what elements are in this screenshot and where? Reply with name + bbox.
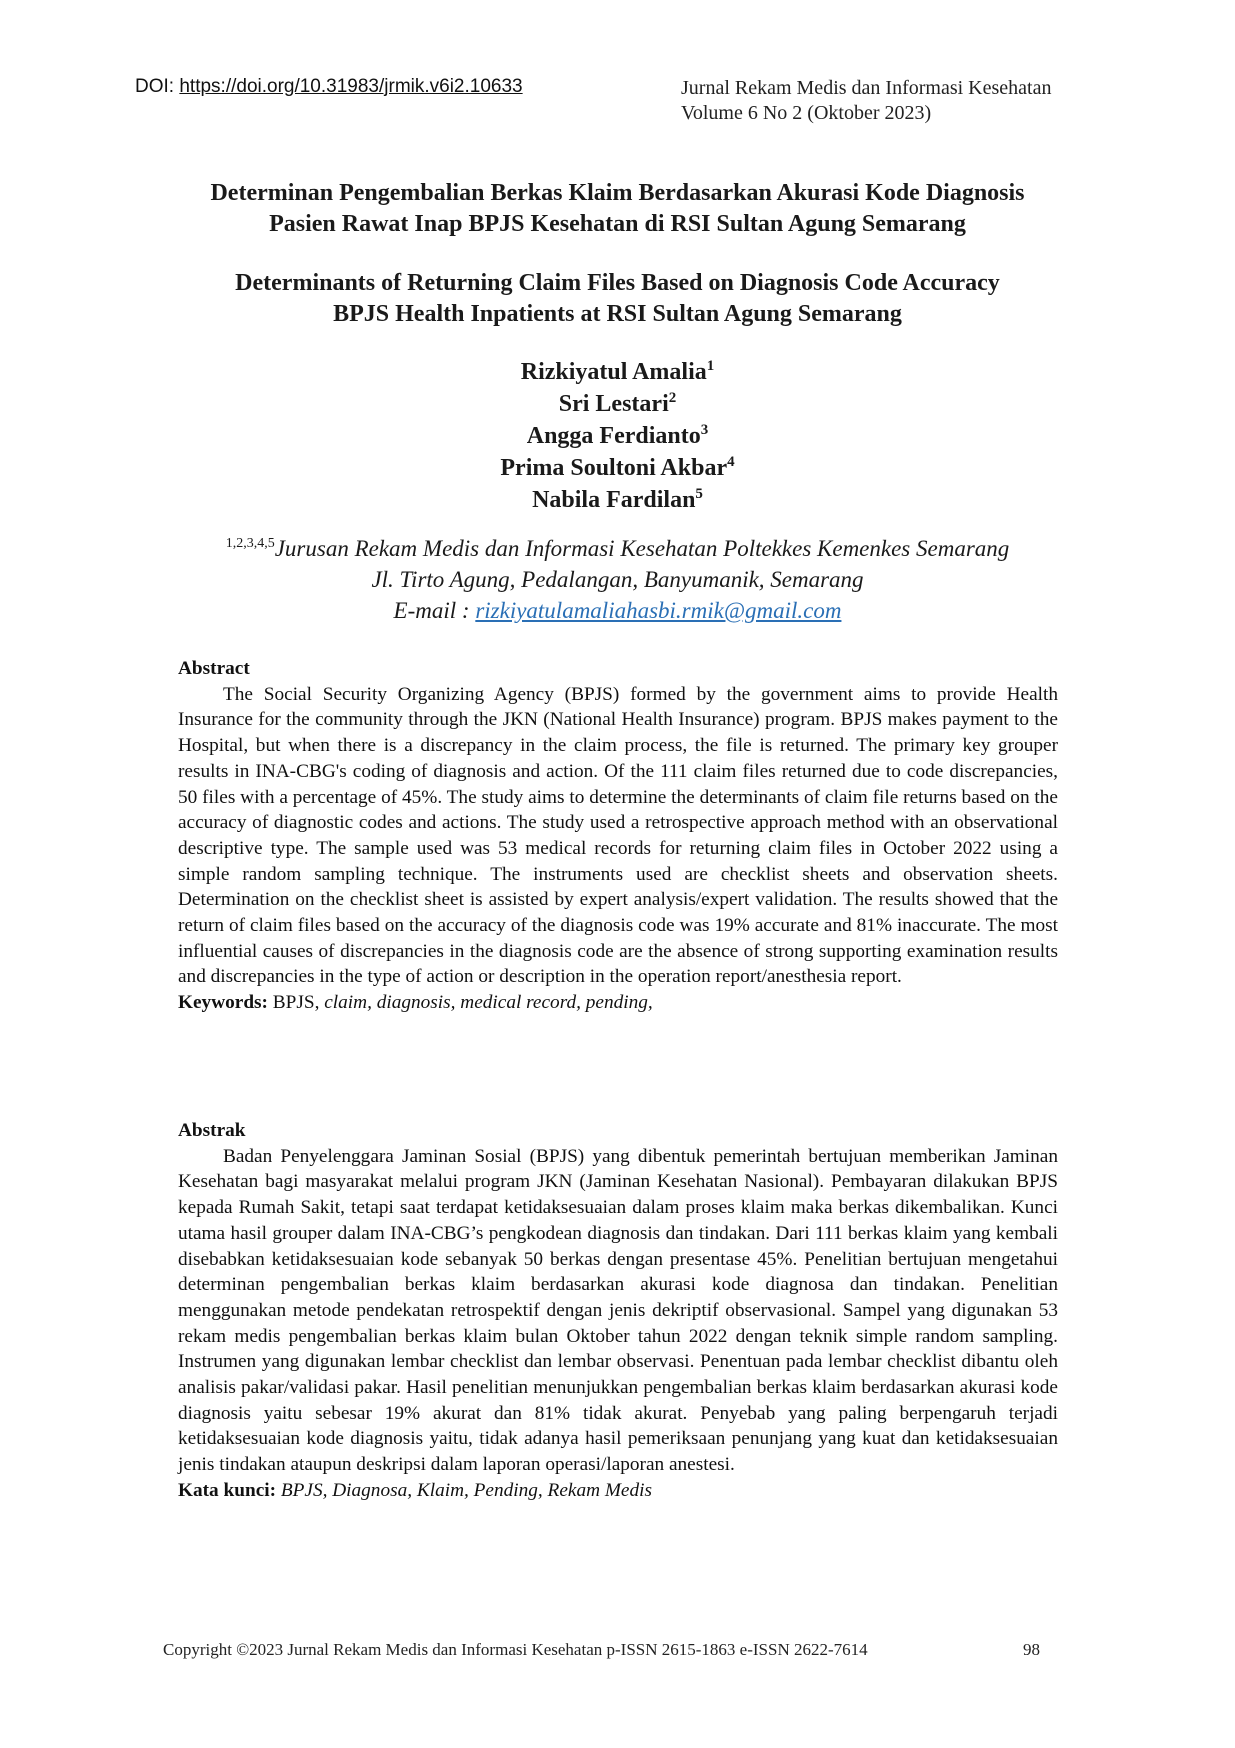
kata-kunci-line: Kata kunci: BPJS, Diagnosa, Klaim, Pending, Rekam Medis <box>178 1479 652 1501</box>
abstract-body: The Social Security Organizing Agency (BPJS) formed by the government aims to provide Health Insurance for the community through the JKN (National Health Insurance) program. BPJS makes payment to the Hospital, but when there is a discrepancy in the claim process, the file is returned. The primary key grouper results in INA-CBG's coding of diagnosis and action. Of the 111 claim files returned due to code discrepancies, 50 files with a percentage of 45%. The study aims to determine the determinants of claim file returns based on the accuracy of diagnostic codes and actions. The study used a retrospective approach method with an observational descriptive type. The sample used was 53 medical records for returning claim files in October 2022 using a simple random sampling technique. The instruments used are checklist sheets and observation sheets. Determination on the checklist sheet is assisted by expert analysis/expert validation. The results showed that the return of claim files based on the accuracy of the diagnosis code was 19% accurate and 81% inaccurate. The most influential causes of discrepancies in the diagnosis code are the absence of strong supporting examination results and discrepancies in the type of action or description in the operation report/anesthesia report. <box>178 683 1058 988</box>
affiliation-sup: 1,2,3,4,5 <box>225 536 275 551</box>
authors-block <box>0 356 1235 516</box>
abstrak-heading: Abstrak <box>178 1120 246 1141</box>
affiliation-email: E-mail : rizkiyatulamaliahasbi.rmik@gmail.com <box>393 598 842 623</box>
doi-link[interactable]: https://doi.org/10.31983/jrmik.v6i2.10633 <box>179 76 523 97</box>
title-english <box>0 268 1235 330</box>
journal-name: Jurnal Rekam Medis dan Informasi Kesehatan <box>681 77 1052 99</box>
title-id-line1: Determinan Pengembalian Berkas Klaim Berdasarkan Akurasi Kode Diagnosis <box>210 180 1025 206</box>
journal-header <box>681 76 1051 126</box>
author: Prima Soultoni Akbar$^4$ <box>500 454 735 481</box>
abstract-indonesian <box>178 1118 1058 1504</box>
titles-block <box>0 178 1235 330</box>
copyright-text: Copyright ©2023 Jurnal Rekam Medis dan Informasi Kesehatan p-ISSN 2615-1863 e-ISSN 2622-7614 <box>163 1640 868 1659</box>
email-link[interactable]: rizkiyatulamaliahasbi.rmik@gmail.com <box>475 598 842 623</box>
keywords-line: Keywords: BPJS, claim, diagnosis, medical record, pending, <box>178 992 653 1014</box>
author: Rizkiyatul Amalia$^1$ <box>520 358 715 385</box>
title-indonesian <box>0 178 1235 240</box>
abstract-heading: Abstract <box>178 658 250 679</box>
author: Nabila Fardilan$^5$ <box>532 486 703 513</box>
title-en-line1: Determinants of Returning Claim Files Based on Diagnosis Code Accuracy <box>235 270 1000 296</box>
author: Angga Ferdianto$^3$ <box>526 422 709 449</box>
affiliation-line2: Jl. Tirto Agung, Pedalangan, Banyumanik, Semarang <box>371 567 864 592</box>
affiliation-block <box>0 533 1235 626</box>
doi-label: DOI: <box>135 76 180 97</box>
page-number: 98 <box>1023 1640 1040 1659</box>
abstract-english <box>178 656 1058 1016</box>
doi-line <box>135 76 523 98</box>
title-id-line2: Pasien Rawat Inap BPJS Kesehatan di RSI Sultan Agung Semarang <box>269 211 966 237</box>
journal-volume: Volume 6 No 2 (Oktober 2023) <box>681 102 932 124</box>
abstrak-body: Badan Penyelenggara Jaminan Sosial (BPJS) yang dibentuk pemerintah bertujuan memberikan Jaminan Kesehatan bagi masyarakat melalui program JKN (Jaminan Kesehatan Nasional). Pembayaran dilakukan BPJS kepada Rumah Sakit, tetapi saat terdapat ketidaksesuaian dalam proses klaim maka berkas dikembalikan. Kunci utama hasil grouper dalam INA-CBG’s pengkodean diagnosis dan tindakan. Dari 111 berkas klaim yang kembali disebabkan ketidaksesuaian kode sebanyak 50 berkas dengan presentase 45%. Penelitian bertujuan mengetahui determinan pengembalian berkas klaim berdasarkan akurasi kode diagnosa dan tindakan. Penelitian menggunakan metode pendekatan retrospektif dengan jenis dekriptif observasional. Sampel yang digunakan 53 rekam medis pengembalian berkas klaim bulan Oktober tahun 2022 dengan teknik simple random sampling. Instrumen yang digunakan lembar checklist dan lembar observasi. Penentuan pada lembar checklist dibantu oleh analisis pakar/validasi pakar. Hasil penelitian menunjukkan pengembalian berkas klaim berdasarkan akurasi kode diagnosis yaitu sebesar 19% akurat dan 81% tidak akurat. Penyebab yang paling berpengaruh terjadi ketidaksesuaian kode diagnosis yaitu, tidak adanya hasil pemeriksaan penunjang yang kuat dan ketidaksesuaian jenis tindakan ataupun deskripsi dalam laporan operasi/laporan anestesi. <box>178 1145 1058 1476</box>
title-en-line2: BPJS Health Inpatients at RSI Sultan Agung Semarang <box>333 301 902 327</box>
affiliation-line1: $^{1,2,3,4,5}$Jurusan Rekam Medis dan Informasi Kesehatan Poltekkes Kemenkes Semarang <box>225 536 1010 561</box>
author: Sri Lestari$^2$ <box>558 390 677 417</box>
